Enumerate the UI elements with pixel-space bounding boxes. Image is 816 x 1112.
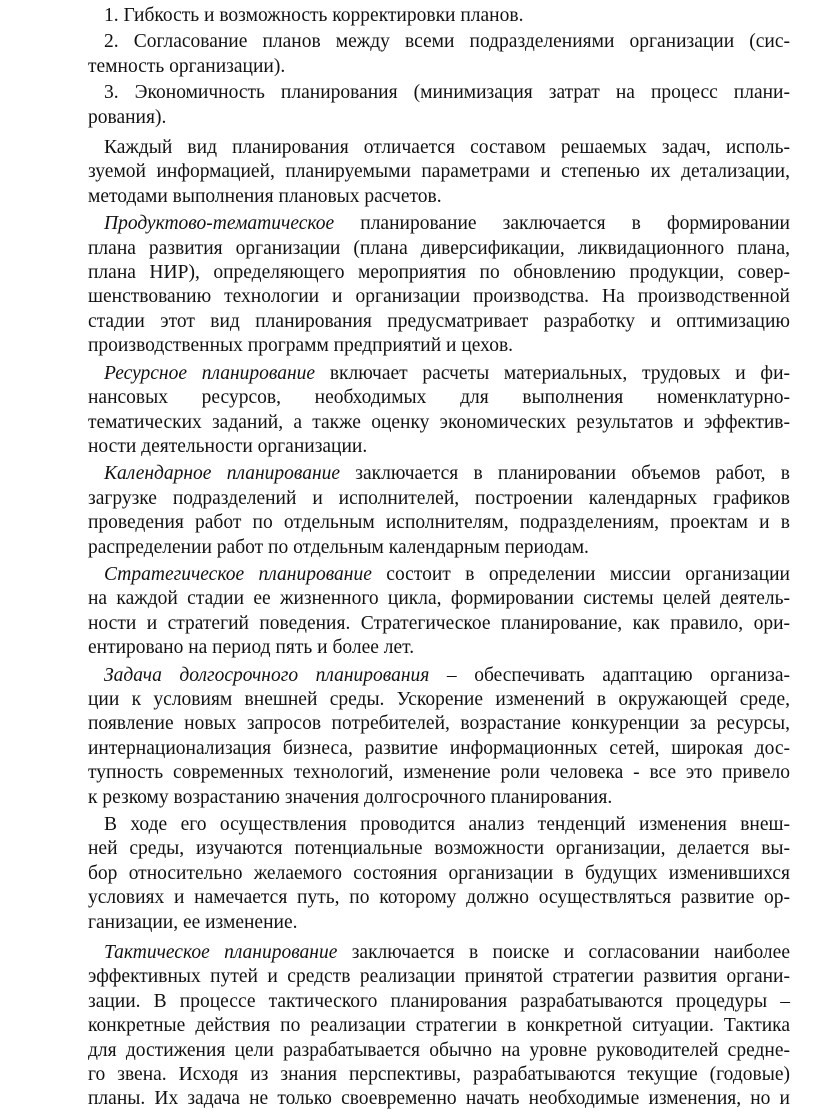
paragraph-p7 [88, 462, 790, 560]
paragraph-line: рования). [88, 106, 167, 128]
paragraph-line: конкретные действия по реализации стратегии в конкретной ситуации. Тактика [88, 1015, 790, 1037]
paragraph-p1 [88, 4, 790, 28]
term-continuation: планирование заключается в формировании [334, 213, 790, 235]
term-continuation: состоит в определении миссии организации [371, 563, 790, 585]
paragraph-line: загрузке подразделений и исполнителей, построении календарных графиков [88, 487, 790, 509]
paragraph-line [88, 664, 790, 688]
paragraph-line: тупность современных технологий, изменение роли человека - все это привело [88, 762, 790, 784]
paragraph-line: интернационализация бизнеса, развитие информационных сетей, широкая дос- [88, 737, 790, 759]
paragraph-line: условиях и намечается путь, по которому должно осуществляться развитие ор- [88, 887, 790, 909]
paragraph-line: ней среды, изучаются потенциальные возможности организации, делается вы- [88, 838, 790, 860]
italic-term: Ресурсное планирование [104, 362, 316, 384]
paragraph-line [88, 563, 790, 587]
paragraph-line: производственных программ предприятий и цехов. [88, 335, 514, 357]
paragraph-line: плана развития организации (плана диверсификации, ликвидационного плана, [88, 237, 790, 259]
paragraph-line: распределении работ по отдельным календарным периодам. [88, 536, 589, 558]
paragraph-p10 [88, 813, 790, 935]
paragraph-line: нансовых ресурсов, необходимых для выполнения номенклатурно- [88, 387, 790, 409]
term-continuation: включает расчеты материальных, трудовых и фи- [315, 362, 790, 384]
paragraph-line: проведения работ по отдельным исполнителям, подразделениям, проектам и в [88, 512, 790, 534]
paragraph-p5 [88, 212, 790, 358]
italic-term: Тактическое планирование [104, 942, 338, 964]
term-continuation: заключается в планировании объемов работ, в [340, 463, 790, 485]
paragraph-line: ности деятельности организации. [88, 435, 368, 457]
term-continuation: заключается в поиске и согласовании наиболее [337, 942, 790, 964]
paragraph-line: 1. Гибкость и возможность корректировки планов. [104, 5, 524, 26]
paragraph-p8 [88, 563, 790, 661]
paragraph-line [88, 941, 790, 965]
paragraph-line: зуемой информацией, планируемыми параметрами и степенью их детализации, [88, 161, 790, 183]
paragraph-p4 [88, 136, 790, 209]
paragraph-line [88, 212, 790, 236]
paragraph-line: для достижения цели разрабатывается обычно на уровне руководителей средне- [88, 1039, 790, 1061]
paragraph-line: бор относительно желаемого состояния организации в будущих изменившихся [88, 862, 790, 884]
paragraph-line: появление новых запросов потребителей, возрастание конкуренции за ресурсы, [88, 713, 790, 735]
italic-term: Стратегическое планирование [104, 563, 372, 585]
paragraph-line: шенствованию технологии и организации производства. На производственной [88, 286, 790, 308]
italic-term: Календарное планирование [104, 463, 341, 485]
paragraph-line: го звена. Исходя из знания перспективы, разрабатываются текущие (годовые) [88, 1064, 790, 1086]
paragraph-line: ентировано на период пять и более лет. [88, 637, 415, 659]
paragraph-line: ности и стратегий поведения. Стратегическое планирование, как правило, ори- [88, 612, 790, 634]
paragraph-line: стадии этот вид планирования предусматривает разработку и оптимизацию [88, 310, 790, 332]
term-continuation: – обеспечивать адаптацию организа- [429, 664, 790, 686]
paragraph-line [88, 362, 790, 386]
italic-term: Продуктово-тематическое [104, 213, 335, 235]
paragraph-p9 [88, 664, 790, 810]
paragraph-line: на каждой стадии ее жизненного цикла, формировании системы целей деятель- [88, 588, 790, 610]
paragraph-line: темность организации). [88, 55, 286, 77]
paragraph-p2 [88, 30, 790, 79]
paragraph-p3 [88, 81, 790, 130]
paragraph-line: 3. Экономичность планирования (минимизация затрат на процесс плани- [104, 82, 790, 104]
paragraph-line: планы. Их задача не только своевременно начать необходимые изменения, но и [88, 1088, 790, 1110]
paragraph-line: Каждый вид планирования отличается составом решаемых задач, исполь- [104, 137, 790, 159]
paragraph-line: плана НИР), определяющего мероприятия по обновлению продукции, совер- [88, 262, 790, 284]
paragraph-line: ции к условиям внешней среды. Ускорение изменений в окружающей среде, [88, 688, 790, 710]
paragraph-line: 2. Согласование планов между всеми подразделениями организации (сис- [104, 31, 790, 53]
paragraph-line: зации. В процессе тактического планирования разрабатываются процедуры – [88, 990, 790, 1012]
paragraph-line [88, 462, 790, 486]
paragraph-line: методами выполнения плановых расчетов. [88, 185, 442, 207]
paragraph-line: ганизации, ее изменение. [88, 911, 298, 933]
paragraph-line: к резкому возрастанию значения долгосрочного планирования. [88, 786, 613, 808]
paragraph-p6 [88, 362, 790, 460]
paragraph-p11 [88, 941, 790, 1112]
paragraph-line: тематических заданий, а также оценку экономических результатов и эффектив- [88, 411, 790, 433]
paragraph-line: эффективных путей и средств реализации принятой стратегии развития органи- [88, 966, 790, 988]
paragraph-line: В ходе его осуществления проводится анализ тенденций изменения внеш- [104, 814, 790, 835]
italic-term: Задача долгосрочного планирования [104, 664, 430, 686]
